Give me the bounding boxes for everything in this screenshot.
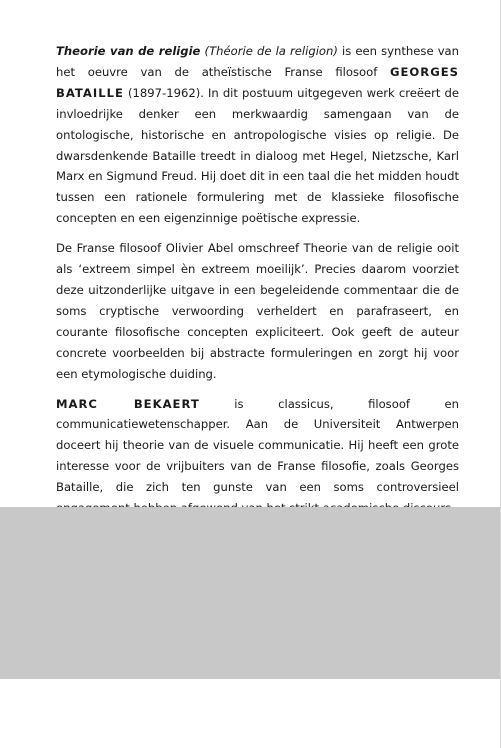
author-name: GEORGES BATAILLE xyxy=(56,64,459,100)
bio-paragraph xyxy=(56,394,459,519)
intro-text-a: is een synthese van het oeuvre van de atheïstische Franse filosoof xyxy=(56,44,460,79)
gray-band xyxy=(0,507,500,679)
original-title: (Théorie de la religion) xyxy=(204,44,338,58)
bio-text: is classicus, filosoof en communicatiewetenschapper. Aan de Universiteit Antwerpen doceert hij theorie van de visuele communicatie. Hij heeft een grote interesse voor de vrijbuiters van de Franse filosofie, zoals Georges Bataille, die zich ten gunste van een soms controversieel xyxy=(56,396,460,495)
editor-name: MARC BEKAERT xyxy=(56,396,200,411)
intro-paragraph xyxy=(56,41,459,229)
commentary-paragraph: De Franse filosoof Olivier Abel omschreef Theorie van de religie ooit als ‘extreem simpel èn extreem moeilijk’. Precies daarom voorziet deze uitzonderlijke uitgave in een begeleidende commentaar die de soms cryptische verwoording verheldert en parafraseert, en courante filosofische concepten expliciteert. Ook geeft de auteur concrete voorbeelden bij abstracte formuleringen en zorgt hij voor een etymologische duiding. xyxy=(56,241,459,381)
back-cover-text xyxy=(56,41,459,528)
book-title: Theorie van de religie xyxy=(56,44,201,58)
intro-text-b: (1897-1962). In dit postuum uitgegeven werk creëert de invloedrijke denker een merkwaardig samengaan van de ontologische, historische en antropologische visies op religie. De dwarsdenkende Bataille treedt in dialoog met Hegel, Nietzsche, Karl Marx en Sigmund Freud. Hij doet dit in een taal die het midden houdt tussen een rationele formulering met de klassieke filosofische concepten en een eigenzinnige poëtische expressie. xyxy=(56,85,459,226)
